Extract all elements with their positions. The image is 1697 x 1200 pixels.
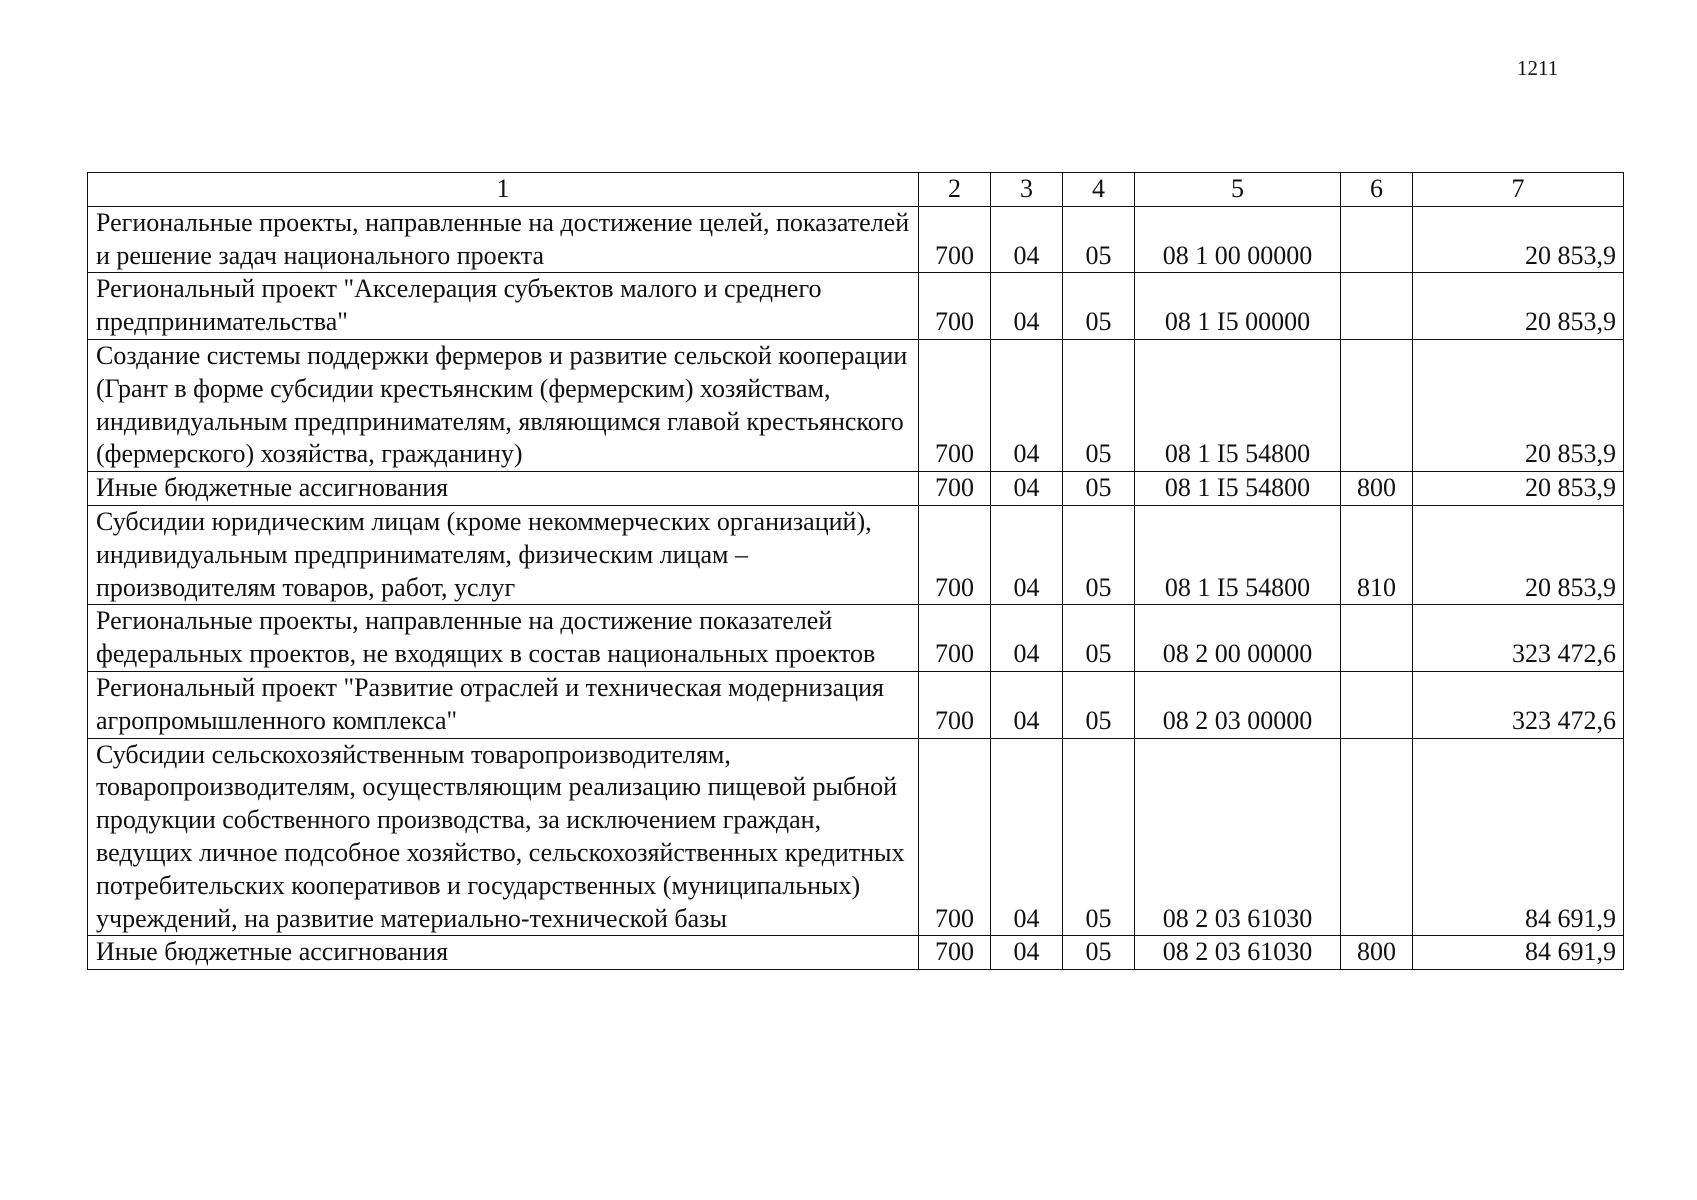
row-col-3: 04 <box>991 605 1063 672</box>
row-name: Субсидии юридическим лицам (кроме некоммерческих организаций), индивидуальным предпринимателям, физическим лицам – производителям товаров, работ, услуг <box>88 505 919 604</box>
row-col-7: 20 853,9 <box>1413 505 1624 604</box>
row-name: Иные бюджетные ассигнования <box>88 472 919 506</box>
row-name: Иные бюджетные ассигнования <box>88 936 919 970</box>
row-col-2: 700 <box>919 273 991 340</box>
row-col-5: 08 1 I5 54800 <box>1135 472 1341 506</box>
row-col-7: 323 472,6 <box>1413 605 1624 672</box>
row-name: Региональный проект "Акселерация субъектов малого и среднего предпринимательства" <box>88 273 919 340</box>
row-col-5: 08 1 I5 00000 <box>1135 273 1341 340</box>
row-col-6 <box>1341 671 1413 738</box>
row-col-3: 04 <box>991 472 1063 506</box>
column-header: 5 <box>1135 173 1341 207</box>
table-row <box>88 206 1624 273</box>
row-col-6: 800 <box>1341 472 1413 506</box>
row-col-7: 84 691,9 <box>1413 936 1624 970</box>
row-col-3: 04 <box>991 936 1063 970</box>
row-col-2: 700 <box>919 206 991 273</box>
row-col-2: 700 <box>919 936 991 970</box>
page-number: 1211 <box>1517 56 1559 80</box>
table-row <box>88 472 1624 506</box>
row-col-3: 04 <box>991 671 1063 738</box>
column-header: 1 <box>88 173 919 207</box>
row-col-4: 05 <box>1063 505 1135 604</box>
row-col-5: 08 2 03 61030 <box>1135 738 1341 936</box>
table-row <box>88 738 1624 936</box>
row-col-2: 700 <box>919 472 991 506</box>
budget-table <box>87 172 1624 970</box>
column-header: 3 <box>991 173 1063 207</box>
row-name: Региональный проект "Развитие отраслей и техническая модернизация агропромышленного комплекса" <box>88 671 919 738</box>
row-col-5: 08 2 03 00000 <box>1135 671 1341 738</box>
table-row <box>88 671 1624 738</box>
table-row <box>88 605 1624 672</box>
row-col-6 <box>1341 605 1413 672</box>
row-col-7: 20 853,9 <box>1413 339 1624 471</box>
row-col-4: 05 <box>1063 936 1135 970</box>
table-row <box>88 339 1624 471</box>
column-header: 2 <box>919 173 991 207</box>
row-col-3: 04 <box>991 738 1063 936</box>
row-col-4: 05 <box>1063 273 1135 340</box>
row-col-6 <box>1341 273 1413 340</box>
row-col-7: 20 853,9 <box>1413 273 1624 340</box>
row-col-2: 700 <box>919 605 991 672</box>
column-header: 7 <box>1413 173 1624 207</box>
row-col-6: 800 <box>1341 936 1413 970</box>
header-row <box>88 173 1624 207</box>
column-header: 4 <box>1063 173 1135 207</box>
row-col-7: 323 472,6 <box>1413 671 1624 738</box>
row-name: Создание системы поддержки фермеров и развитие сельской кооперации (Грант в форме субсидии крестьянским (фермерским) хозяйствам, индивидуальным предпринимателям, являющимся главой крестьянского (фермерского) хозяйства, гражданину) <box>88 339 919 471</box>
row-col-5: 08 1 I5 54800 <box>1135 339 1341 471</box>
table-row <box>88 273 1624 340</box>
row-name: Региональные проекты, направленные на достижение целей, показателей и решение задач национального проекта <box>88 206 919 273</box>
row-col-3: 04 <box>991 273 1063 340</box>
row-col-4: 05 <box>1063 738 1135 936</box>
row-col-6: 810 <box>1341 505 1413 604</box>
row-col-7: 84 691,9 <box>1413 738 1624 936</box>
row-col-4: 05 <box>1063 206 1135 273</box>
column-header: 6 <box>1341 173 1413 207</box>
row-col-6 <box>1341 339 1413 471</box>
row-col-2: 700 <box>919 505 991 604</box>
row-col-3: 04 <box>991 505 1063 604</box>
row-col-4: 05 <box>1063 605 1135 672</box>
row-col-2: 700 <box>919 738 991 936</box>
row-col-7: 20 853,9 <box>1413 472 1624 506</box>
row-col-5: 08 1 00 00000 <box>1135 206 1341 273</box>
row-name: Субсидии сельскохозяйственным товаропроизводителям, товаропроизводителям, осуществляющим реализацию пищевой рыбной продукции собственного производства, за исключением граждан, ведущих личное подсобное хозяйство, сельскохозяйственных кредитных потребительских кооперативов и государственных (муниципальных) учреждений, на развитие материально-технической базы <box>88 738 919 936</box>
row-name: Региональные проекты, направленные на достижение показателей федеральных проектов, не входящих в состав национальных проектов <box>88 605 919 672</box>
row-col-7: 20 853,9 <box>1413 206 1624 273</box>
row-col-6 <box>1341 738 1413 936</box>
table-row <box>88 505 1624 604</box>
row-col-4: 05 <box>1063 671 1135 738</box>
row-col-5: 08 2 03 61030 <box>1135 936 1341 970</box>
row-col-6 <box>1341 206 1413 273</box>
row-col-4: 05 <box>1063 339 1135 471</box>
row-col-4: 05 <box>1063 472 1135 506</box>
row-col-3: 04 <box>991 339 1063 471</box>
row-col-5: 08 2 00 00000 <box>1135 605 1341 672</box>
row-col-3: 04 <box>991 206 1063 273</box>
table-row <box>88 936 1624 970</box>
row-col-2: 700 <box>919 671 991 738</box>
row-col-2: 700 <box>919 339 991 471</box>
row-col-5: 08 1 I5 54800 <box>1135 505 1341 604</box>
